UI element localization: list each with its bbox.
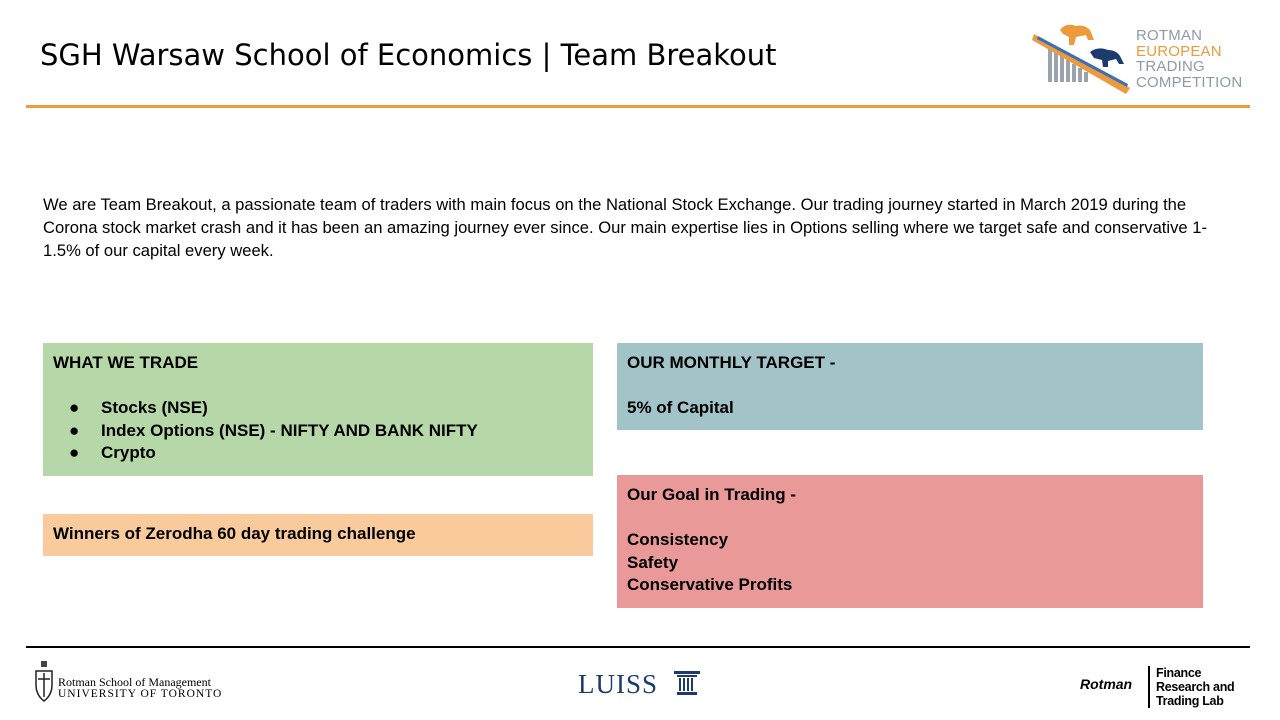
what-we-trade-box — [43, 343, 593, 476]
logo-line-rotman: ROTMAN — [1136, 27, 1203, 44]
trade-list-item: ● Index Options (NSE) - NIFTY AND BANK NIFTY — [53, 420, 583, 443]
winners-text: Winners of Zerodha 60 day trading challenge — [53, 524, 416, 543]
what-we-trade-heading: WHAT WE TRADE — [53, 353, 199, 372]
footer-divider — [26, 646, 1250, 648]
logo-line-trading: TRADING — [1136, 58, 1205, 75]
logo-line-competition: COMPETITION — [1136, 73, 1243, 91]
monthly-target-box — [617, 343, 1203, 430]
winners-box — [43, 514, 593, 556]
trading-goal-heading: Our Goal in Trading - — [627, 485, 797, 504]
finance-research-trading-lab-logo — [1080, 664, 1255, 710]
slide-title: SGH Warsaw School of Economics | Team Breakout — [40, 38, 777, 72]
column-icon — [674, 671, 700, 695]
bullet-icon: ● — [69, 443, 80, 463]
trading-goal-box — [617, 475, 1203, 608]
university-name: UNIVERSITY OF TORONTO — [58, 688, 223, 700]
trade-list-item: ● Stocks (NSE) — [53, 397, 583, 420]
crest-icon — [34, 661, 54, 705]
frtl-divider — [1148, 666, 1150, 708]
intro-paragraph: We are Team Breakout, a passionate team of traders with main focus on the National Stock Exchange. Our trading journey started in March 2019 during the Corona stock market crash and it has been an amazing journey ever since. Our main expertise lies in Options selling where we target safe and conservative 1-1.5% of our capital every week. — [43, 195, 1207, 260]
bullet-icon: ● — [69, 398, 80, 418]
goal-item: Conservative Profits — [627, 575, 793, 595]
trade-list-item: ● Crypto — [53, 442, 583, 465]
monthly-target-value: 5% of Capital — [627, 398, 734, 418]
rotman-school-logo — [34, 661, 234, 707]
rotman-school-name: Rotman School of Management — [58, 675, 211, 689]
rotman-european-trading-competition-logo — [1030, 22, 1260, 100]
luiss-logo-text: LUISS — [578, 669, 659, 699]
competition-logo-text — [1136, 28, 1242, 90]
logo-line-european: EUROPEAN — [1136, 42, 1222, 60]
bull-bear-chart-icon — [1030, 22, 1134, 100]
monthly-target-heading: OUR MONTHLY TARGET - — [627, 353, 836, 372]
frtl-lab-name: Finance Research and Trading Lab — [1156, 666, 1235, 708]
trade-list — [53, 397, 583, 465]
goal-item: Consistency — [627, 530, 729, 550]
goal-item: Safety — [627, 552, 679, 572]
title-divider — [26, 105, 1250, 108]
bullet-icon: ● — [69, 420, 80, 440]
frtl-rotman-wordmark: Rotman — [1080, 676, 1133, 692]
